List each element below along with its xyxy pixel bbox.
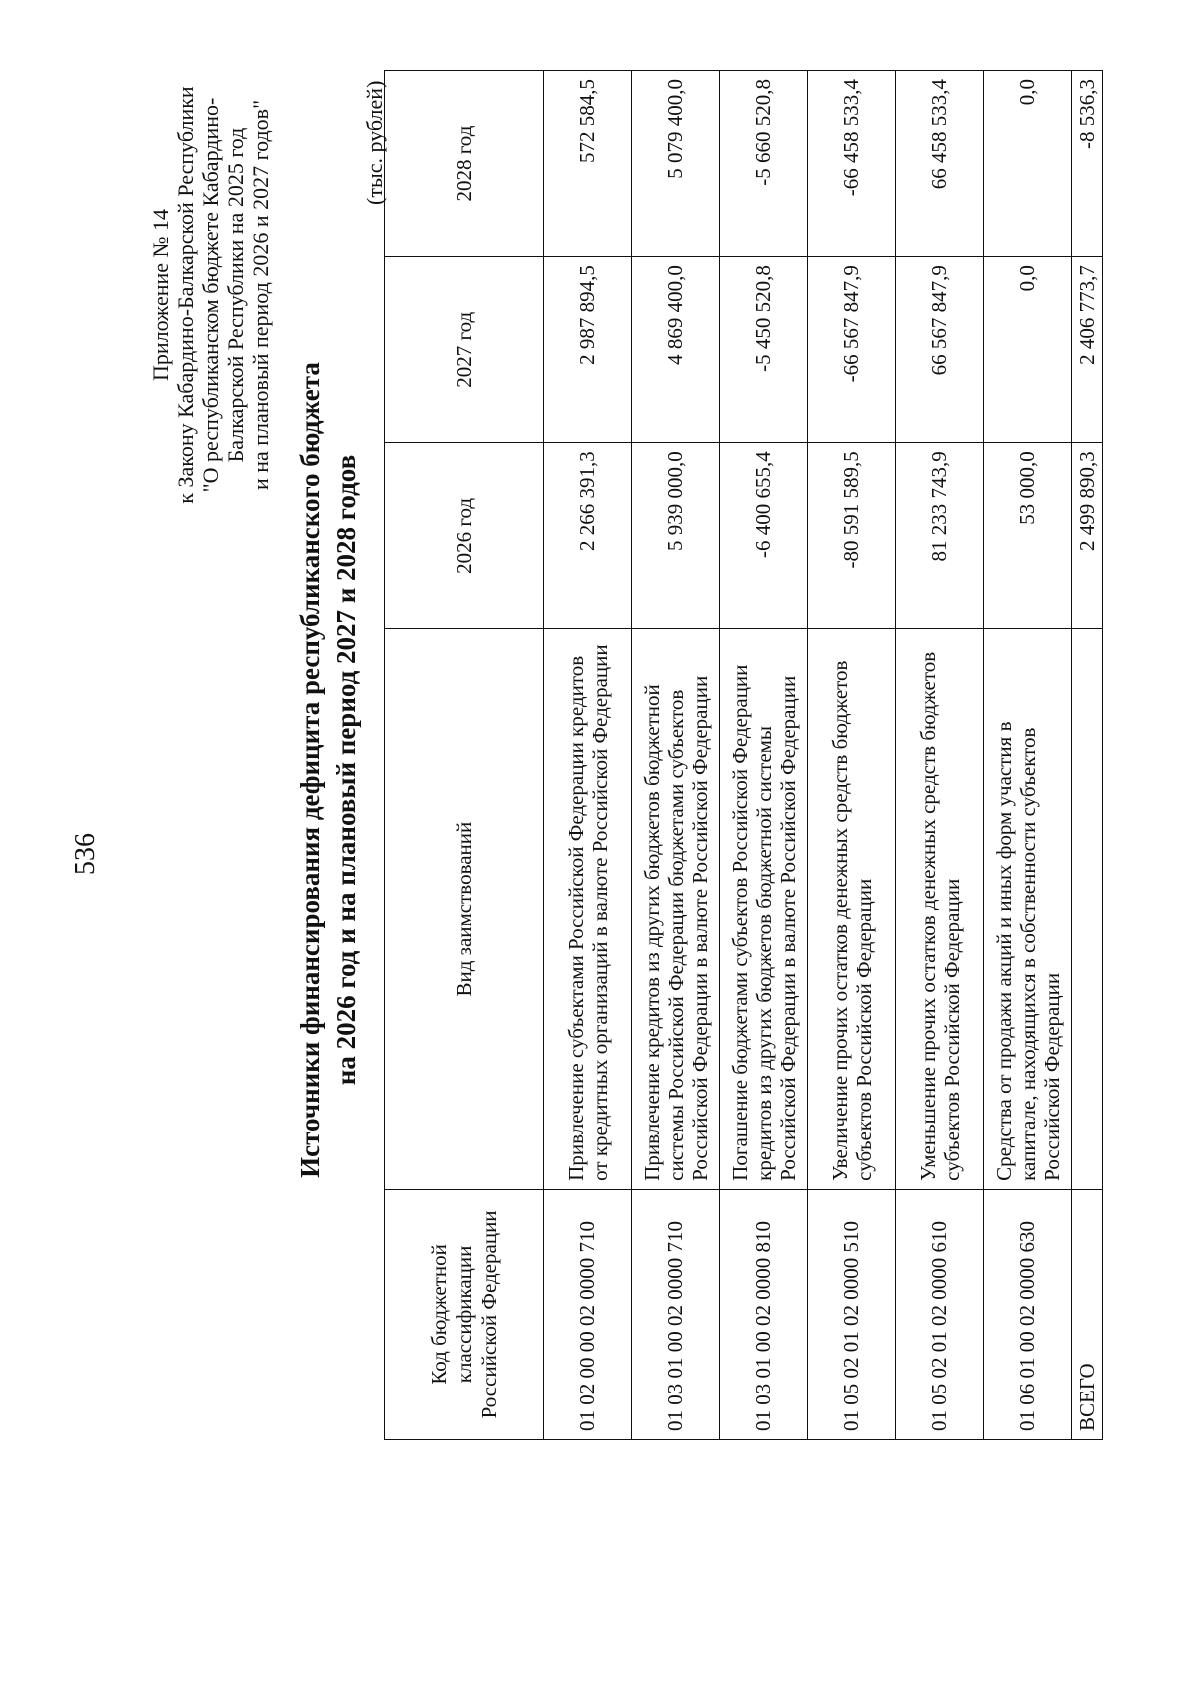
financing-table (384, 70, 1103, 1440)
table-row (896, 71, 984, 1440)
header-code: Код бюджетной классификации Российской Федерации (385, 1189, 544, 1439)
table-row (808, 71, 896, 1440)
annex-line: "О республиканском бюджете Кабардино- (198, 97, 223, 493)
total-2027: 2 406 773,7 (1072, 257, 1103, 443)
total-2026: 2 499 890,3 (1072, 443, 1103, 629)
cell-desc: Уменьшение прочих остатков денежных средств бюджетов субъектов Российской Федерации (896, 629, 984, 1189)
cell-desc: Погашение бюджетами субъектов Российской Федерации кредитов из других бюджетов бюджетной системы Российской Федерации в валюте Российской Федерации (720, 629, 808, 1189)
cell-2027: 4 869 400,0 (632, 257, 720, 443)
cell-2028: 0,0 (984, 71, 1072, 257)
table-row (984, 71, 1072, 1440)
cell-2026: 5 939 000,0 (632, 443, 720, 629)
header-2027: 2027 год (385, 257, 544, 443)
annex-line: к Закону Кабардино-Балкарской Республики (173, 86, 198, 504)
cell-desc: Привлечение кредитов из других бюджетов бюджетной системы Российской Федерации бюджетами субъектов Российской Федерации в валюте Российской Федерации (632, 629, 720, 1189)
total-2028: -8 536,3 (1072, 71, 1103, 257)
units-label: (тыс. рублей) (362, 80, 387, 205)
table-row (544, 71, 632, 1440)
cell-2028: -5 660 520,8 (720, 71, 808, 257)
cell-2026: -6 400 655,4 (720, 443, 808, 629)
cell-2026: 81 233 743,9 (896, 443, 984, 629)
table-header-row (385, 71, 544, 1440)
page-number: 536 (70, 833, 101, 875)
annex-line: Приложение № 14 (148, 208, 173, 382)
table-row (720, 71, 808, 1440)
cell-2028: 572 584,5 (544, 71, 632, 257)
total-desc-empty (1072, 629, 1103, 1189)
cell-code: 01 03 01 00 02 0000 810 (720, 1189, 808, 1439)
annex-header (148, 65, 273, 525)
cell-code: 01 05 02 01 02 0000 610 (896, 1189, 984, 1439)
header-type: Вид заимствований (385, 629, 544, 1189)
annex-line: и на плановый период 2026 и 2027 годов" (248, 99, 273, 491)
cell-code: 01 06 01 00 02 0000 630 (984, 1189, 1072, 1439)
annex-line: Балкарской Республики на 2025 год (223, 127, 248, 463)
cell-2027: 66 567 847,9 (896, 257, 984, 443)
cell-2028: 5 079 400,0 (632, 71, 720, 257)
header-2028: 2028 год (385, 71, 544, 257)
document-title (292, 95, 364, 1445)
cell-2026: 53 000,0 (984, 443, 1072, 629)
header-2026: 2026 год (385, 443, 544, 629)
cell-2027: 2 987 894,5 (544, 257, 632, 443)
cell-2027: -5 450 520,8 (720, 257, 808, 443)
cell-2028: 66 458 533,4 (896, 71, 984, 257)
total-label: ВСЕГО (1072, 1189, 1103, 1439)
cell-code: 01 02 00 00 02 0000 710 (544, 1189, 632, 1439)
cell-desc: Средства от продажи акций и иных форм участия в капитале, находящихся в собственности субъектов Российской Федерации (984, 629, 1072, 1189)
title-line-2: на 2026 год и на плановый период 2027 и 2028 годов (331, 454, 361, 1086)
cell-2027: -66 567 847,9 (808, 257, 896, 443)
cell-code: 01 03 01 00 02 0000 710 (632, 1189, 720, 1439)
cell-2027: 0,0 (984, 257, 1072, 443)
total-row (1072, 71, 1103, 1440)
cell-desc: Увеличение прочих остатков денежных средств бюджетов субъектов Российской Федерации (808, 629, 896, 1189)
table-row (632, 71, 720, 1440)
cell-2026: -80 591 589,5 (808, 443, 896, 629)
cell-2028: -66 458 533,4 (808, 71, 896, 257)
cell-desc: Привлечение субъектами Российской Федерации кредитов от кредитных организаций в валюте Российской Федерации (544, 629, 632, 1189)
cell-code: 01 05 02 01 02 0000 510 (808, 1189, 896, 1439)
cell-2026: 2 266 391,3 (544, 443, 632, 629)
title-line-1: Источники финансирования дефицита республиканского бюджета (295, 362, 325, 1178)
